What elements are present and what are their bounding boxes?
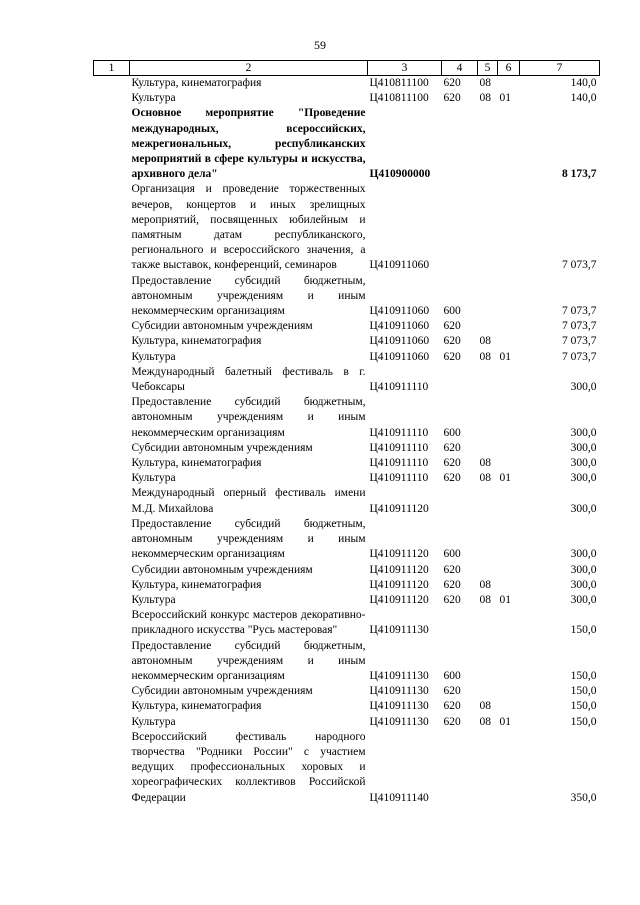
row-section: [478, 608, 498, 638]
row-expense-type: [442, 608, 478, 638]
row-index-cell: [94, 684, 130, 699]
row-target-code: Ц410911130: [369, 685, 429, 698]
row-section: 08: [479, 92, 491, 105]
table-row: [94, 319, 600, 334]
row-section: 08: [479, 335, 491, 348]
row-name: Культура, кинематография: [131, 457, 262, 470]
row-target-code: Ц410911110: [369, 426, 429, 439]
row-expense-type: 620: [443, 77, 461, 89]
row-target-code: Ц410911060: [369, 335, 430, 348]
row-amount: 140,0: [570, 77, 597, 89]
row-target-code: Ц410900000: [369, 168, 431, 181]
row-target-code: Ц410911120: [369, 578, 429, 591]
table-row: [94, 456, 600, 471]
row-index-cell: [94, 730, 130, 806]
row-section: [478, 319, 498, 334]
row-expense-type: 600: [443, 426, 461, 439]
row-index-cell: [94, 608, 130, 638]
row-name: Всероссийский фестиваль народного творчества "Родники России" с участием ведущих профессиональных хоровых и хореографических коллективов Российской Федерации: [131, 730, 366, 804]
row-index-cell: [94, 715, 130, 730]
row-name: Международный балетный фестиваль в г. Чебоксары: [131, 365, 366, 394]
header-row: [94, 61, 600, 76]
row-name: Субсидии автономным учреждениям: [131, 320, 313, 333]
table-row: [94, 471, 600, 486]
header-cell: 7: [520, 61, 600, 76]
row-section: [478, 441, 498, 456]
row-name: Предоставление субсидий бюджетным, автономным учреждениям и иным некоммерческим организациям: [131, 274, 366, 318]
row-amount: 300,0: [570, 548, 597, 561]
table-row: [94, 182, 600, 273]
row-index-cell: [94, 106, 130, 182]
header-cell: 1: [94, 61, 130, 76]
row-expense-type: 620: [443, 593, 461, 606]
row-amount: 300,0: [570, 441, 597, 454]
table-row: [94, 486, 600, 516]
row-amount: 8 173,7: [562, 168, 597, 181]
row-name: Предоставление субсидий бюджетным, автономным учреждениям и иным некоммерческим организациям: [131, 396, 366, 439]
row-target-code: Ц410911120: [369, 563, 429, 576]
header-cell: 2: [130, 61, 368, 76]
table-row: [94, 334, 600, 349]
row-subsection: [498, 456, 520, 471]
row-target-code: Ц410911130: [369, 700, 429, 713]
table-row: [94, 274, 600, 320]
row-subsection: 01: [499, 593, 511, 606]
row-section: [478, 730, 498, 806]
row-subsection: 01: [499, 350, 511, 363]
table-row: [94, 76, 600, 92]
row-section: 08: [479, 457, 491, 470]
row-name: Субсидии автономным учреждениям: [131, 441, 313, 454]
row-subsection: [498, 441, 520, 456]
row-amount: 150,0: [570, 685, 597, 698]
table-row: [94, 684, 600, 699]
row-subsection: [498, 684, 520, 699]
row-target-code: Ц410911060: [369, 350, 430, 363]
row-subsection: [498, 106, 520, 182]
row-amount: 7 073,7: [562, 350, 597, 363]
row-expense-type: 620: [443, 441, 461, 454]
row-section: [478, 486, 498, 516]
table-row: [94, 578, 600, 593]
row-target-code: Ц410911130: [369, 715, 429, 728]
table-row: [94, 395, 600, 441]
row-index-cell: [94, 350, 130, 365]
row-target-code: Ц410911140: [369, 791, 429, 804]
row-subsection: [498, 517, 520, 563]
header-cell: 5: [478, 61, 498, 76]
row-amount: 350,0: [570, 791, 597, 804]
row-expense-type: [442, 182, 478, 273]
row-amount: 300,0: [570, 381, 597, 394]
table-row: [94, 441, 600, 456]
row-amount: 150,0: [570, 715, 597, 728]
row-expense-type: 620: [443, 715, 461, 728]
row-expense-type: 600: [443, 548, 461, 561]
row-amount: 300,0: [570, 502, 597, 515]
row-target-code: Ц410911120: [369, 502, 429, 515]
row-index-cell: [94, 639, 130, 685]
row-expense-type: [442, 730, 478, 806]
row-section: [478, 517, 498, 563]
row-subsection: [498, 608, 520, 638]
row-section: [478, 563, 498, 578]
row-target-code: Ц410911060: [369, 320, 430, 333]
row-target-code: Ц410911110: [369, 441, 429, 454]
row-section: 08: [479, 578, 491, 591]
row-expense-type: 620: [443, 350, 461, 363]
row-section: 08: [479, 77, 491, 89]
budget-table: [93, 60, 600, 806]
row-subsection: [498, 395, 520, 441]
header-cell: 4: [442, 61, 478, 76]
row-expense-type: 620: [443, 685, 461, 698]
row-expense-type: 620: [443, 578, 461, 591]
row-subsection: 01: [499, 472, 511, 485]
row-name: Культура: [131, 472, 176, 485]
row-amount: 150,0: [570, 669, 597, 682]
page-number: 59: [314, 38, 326, 52]
header-cell: 3: [368, 61, 442, 76]
row-name: Всероссийский конкурс мастеров декоративно-прикладного искусства "Русь мастеровая": [131, 609, 366, 637]
row-subsection: [498, 182, 520, 273]
table-row: [94, 639, 600, 685]
row-index-cell: [94, 578, 130, 593]
row-section: [478, 684, 498, 699]
table-row: [94, 91, 600, 106]
row-amount: 300,0: [570, 426, 597, 439]
row-name: Культура: [131, 350, 176, 363]
row-subsection: [498, 334, 520, 349]
row-index-cell: [94, 274, 130, 320]
row-expense-type: 620: [443, 472, 461, 485]
table-row: [94, 608, 600, 638]
row-subsection: 01: [499, 715, 511, 728]
row-subsection: [498, 486, 520, 516]
table-row: [94, 106, 600, 182]
row-target-code: Ц410811100: [369, 77, 429, 89]
row-amount: 300,0: [570, 457, 597, 470]
row-name: Культура, кинематография: [131, 77, 262, 89]
table-row: [94, 699, 600, 714]
row-expense-type: 620: [443, 92, 461, 105]
row-amount: 7 073,7: [562, 335, 597, 348]
row-section: 08: [479, 715, 491, 728]
row-index-cell: [94, 319, 130, 334]
row-index-cell: [94, 441, 130, 456]
row-subsection: [498, 76, 520, 92]
row-expense-type: 620: [443, 563, 461, 576]
row-subsection: [498, 319, 520, 334]
row-target-code: Ц410911130: [369, 624, 429, 637]
row-subsection: [498, 639, 520, 685]
table-row: [94, 365, 600, 395]
row-expense-type: 600: [443, 305, 461, 318]
row-name: Субсидии автономным учреждениям: [131, 563, 313, 576]
row-section: [478, 274, 498, 320]
row-amount: 7 073,7: [562, 320, 597, 333]
row-section: 08: [479, 700, 491, 713]
row-name: Культура: [131, 715, 176, 728]
row-index-cell: [94, 593, 130, 608]
row-amount: 300,0: [570, 563, 597, 576]
row-section: 08: [479, 593, 491, 606]
row-name: Субсидии автономным учреждениям: [131, 685, 313, 698]
row-target-code: Ц410911110: [369, 472, 429, 485]
row-target-code: Ц410911130: [369, 669, 429, 682]
table-row: [94, 593, 600, 608]
row-name: Предоставление субсидий бюджетным, автономным учреждениям и иным некоммерческим организациям: [131, 517, 366, 561]
row-index-cell: [94, 395, 130, 441]
row-name: Культура: [131, 593, 176, 606]
row-target-code: Ц410911120: [369, 593, 429, 606]
row-name: Культура, кинематография: [131, 578, 262, 591]
row-expense-type: 620: [443, 335, 461, 348]
row-name: Организация и проведение торжественных вечеров, концертов и иных зрелищных мероприятий, посвященных юбилейным и памятным датам республиканского, регионального и всероссийского значения, а также выставок, конференций, семинаров: [131, 183, 366, 272]
row-amount: 150,0: [570, 700, 597, 713]
table-row: [94, 517, 600, 563]
row-target-code: Ц410811100: [369, 92, 429, 105]
row-subsection: 01: [499, 92, 511, 105]
table-row: [94, 715, 600, 730]
row-index-cell: [94, 517, 130, 563]
row-expense-type: 620: [443, 320, 461, 333]
row-section: [478, 365, 498, 395]
row-section: [478, 182, 498, 273]
row-target-code: Ц410911120: [369, 548, 429, 561]
row-amount: 140,0: [570, 92, 597, 105]
row-index-cell: [94, 471, 130, 486]
row-expense-type: 600: [443, 669, 461, 682]
row-expense-type: 620: [443, 457, 461, 470]
row-name: Основное мероприятие "Проведение международных, всероссийских, межрегиональных, республиканских мероприятий в сфере культуры и искусства, архивного дела": [131, 107, 366, 181]
row-amount: 300,0: [570, 593, 597, 606]
row-index-cell: [94, 91, 130, 106]
row-name: Культура: [131, 92, 176, 105]
row-subsection: [498, 563, 520, 578]
row-name: Культура, кинематография: [131, 700, 262, 713]
row-amount: 300,0: [570, 472, 597, 485]
row-subsection: [498, 274, 520, 320]
row-target-code: Ц410911060: [369, 305, 430, 318]
row-subsection: [498, 730, 520, 806]
row-section: 08: [479, 472, 491, 485]
row-index-cell: [94, 76, 130, 92]
table-row: [94, 563, 600, 578]
row-subsection: [498, 699, 520, 714]
row-amount: 7 073,7: [562, 305, 597, 318]
row-expense-type: [442, 106, 478, 182]
row-index-cell: [94, 182, 130, 273]
row-name: Международный оперный фестиваль имени М.Д. Михайлова: [131, 487, 366, 515]
row-section: [478, 106, 498, 182]
row-name: Предоставление субсидий бюджетным, автономным учреждениям и иным некоммерческим организациям: [131, 639, 366, 682]
row-amount: 300,0: [570, 578, 597, 591]
row-section: [478, 639, 498, 685]
row-amount: 150,0: [570, 624, 597, 637]
table-row: [94, 350, 600, 365]
row-subsection: [498, 578, 520, 593]
header-cell: 6: [498, 61, 520, 76]
row-section: 08: [479, 350, 491, 363]
row-target-code: Ц410911060: [369, 259, 430, 272]
row-expense-type: [442, 486, 478, 516]
row-expense-type: [442, 365, 478, 395]
row-index-cell: [94, 699, 130, 714]
row-target-code: Ц410911110: [369, 457, 429, 470]
row-expense-type: 620: [443, 700, 461, 713]
table-row: [94, 730, 600, 806]
row-index-cell: [94, 365, 130, 395]
row-index-cell: [94, 456, 130, 471]
row-subsection: [498, 365, 520, 395]
row-index-cell: [94, 486, 130, 516]
row-target-code: Ц410911110: [369, 381, 429, 394]
row-amount: 7 073,7: [562, 259, 597, 272]
row-section: [478, 395, 498, 441]
row-index-cell: [94, 334, 130, 349]
row-index-cell: [94, 563, 130, 578]
row-name: Культура, кинематография: [131, 335, 262, 348]
